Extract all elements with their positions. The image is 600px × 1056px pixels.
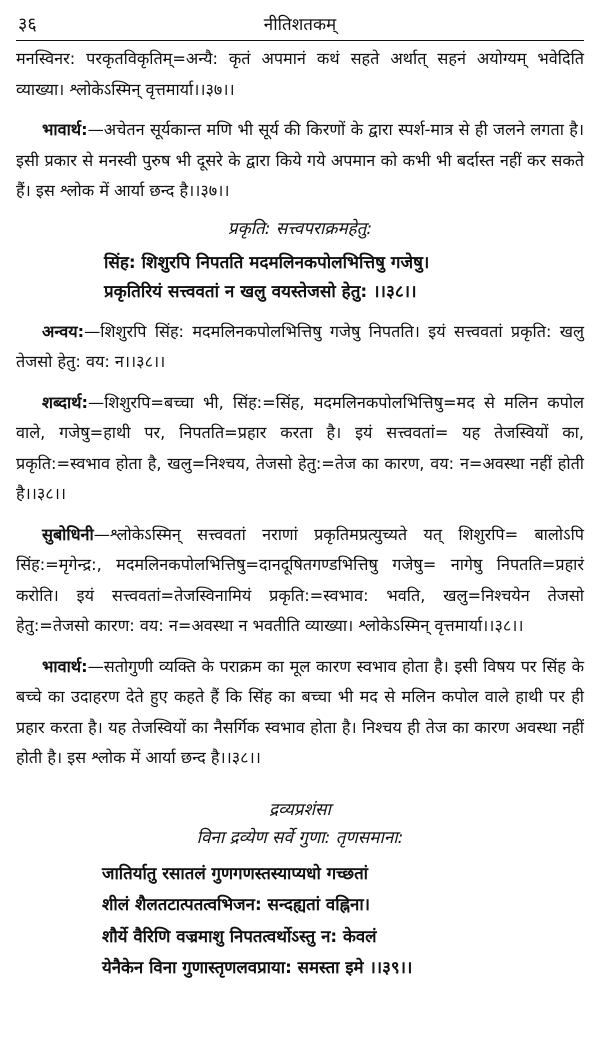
anvaya-paragraph xyxy=(16,317,584,378)
section-subheading-dravya: विना द्रव्येण सर्वे गुणा: तृणसमाना: xyxy=(196,827,404,848)
verse-38 xyxy=(16,249,584,307)
section-heading-dravya: द्रव्यप्रशंसा xyxy=(269,799,331,820)
page-header xyxy=(16,4,584,41)
verse-line: शीलं शैलतटात्पतत्वभिजन: सन्दह्यतां वह्निना। xyxy=(102,894,371,914)
bhavartha-label: भावार्थ: xyxy=(42,656,88,676)
verse-line: जातिर्यातु रसातलं गुणगणस्तस्याप्यधो गच्छतां xyxy=(102,862,368,883)
bhavartha-text: —सतोगुणी व्यक्ति के पराक्रम का मूल कारण स्वभाव होता है। इसी विषय पर सिंह के बच्चे का उदाहरण देते हुए कहते हैं कि सिंह का बच्चा भी मद से मलिन कपोल वाले हाथी पर ही प्रहार करता है। यह तेजस्वियों का नैसर्गिक स्वभाव होता है। निश्चय ही तेज का कारण अवस्था नहीं होती है। इस श्लोक में आर्या छन्द है।।३८।। xyxy=(16,656,584,767)
verse-line: शौर्ये वैरिणि वज्रमाशु निपतत्वर्थोऽस्तु न: केवलं xyxy=(102,925,377,946)
verse-line: प्रकृतिरियं सत्त्ववतां न खलु वयस्तेजसो हेतु: ।।३८।। xyxy=(104,281,417,302)
bhavartha-37 xyxy=(16,115,584,207)
verse-line: येनैकेन विना गुणास्तृणलवप्राया: समस्ता इमे ।।३९।। xyxy=(102,957,413,977)
section-heading-prakriti: प्रकृति: सत्त्वपराक्रमहेतु: xyxy=(227,218,373,239)
verse-line: सिंह: शिशुरपि निपतति मदमलिनकपोलभित्तिषु गजेषु। xyxy=(104,252,430,273)
bhavartha-label: भावार्थ: xyxy=(42,120,88,139)
subodhini-label: सुबोधिनी xyxy=(42,524,94,544)
page-number: ३६ xyxy=(18,14,37,35)
shabdartha-label: शब्दार्थ: xyxy=(42,392,89,412)
running-title: नीतिशतकम् xyxy=(263,15,337,35)
bhavartha-text: —अचेतन सूर्यकान्त मणि भी सूर्य की किरणों के द्वारा स्पर्श-मात्र से ही जलने लगता है। इसी प्रकार से मनस्वी पुरुष भी दूसरे के द्वारा किये गये अपमान को कभी भी बर्दास्त नहीं कर सकते हैं। इस श्लोक में आर्या छन्द है।।३७।। xyxy=(16,120,584,200)
verse-39 xyxy=(16,858,584,984)
subodhini-text: —श्लोकेऽस्मिन् सत्त्ववतां नराणां प्रकृतिमप्रत्युच्यते यत् शिशुरपि= बालोऽपि सिंह:=मृगेन्द्र:, मदमलिनकपोलभित्तिषु=दानदूषितगण्डभित्तिषु गजेषु= नागेषु निपतति=प्रहारं करोति। इयं सत्त्ववतां=तेजस्विनामियं प्रकृति:=स्वभाव: भवति, खलु=निश्चयेन तेजसो हेतु:=तेजसो कारण: वय: न=अवस्था न भवतीति व्याख्या। श्लोकेऽस्मिन् वृत्तमार्या।।३८।। xyxy=(16,524,584,635)
intro-paragraph: मनस्विनर: परकृतविकृतिम्=अन्यै: कृतं अपमानं कथं सहते अर्थात् सहनं अयोग्यम् भवेदिति व्याख्या। श्लोकेऽस्मिन् वृत्तमार्या।।३७।। xyxy=(16,49,584,99)
shabdartha-text: —शिशुरपि=बच्चा भी, सिंह:=सिंह, मदमलिनकपोलभित्तिषु=मद से मलिन कपोल वाले, गजेषु=हाथी पर, निपतति=प्रहार करता है। इयं सत्त्ववतां= यह तेजस्वियों का, प्रकृति:=स्वभाव होता है, खलु=निश्चय, तेजसो हेतु:=तेज का कारण, वय: न=अवस्था नहीं होती है।।३८।। xyxy=(16,392,584,503)
bhavartha-38 xyxy=(16,652,584,774)
anvaya-label: अन्वय: xyxy=(42,321,85,341)
shabdartha-paragraph xyxy=(16,388,584,510)
subodhini-paragraph xyxy=(16,520,584,642)
anvaya-text: —शिशुरपि सिंह: मदमलिनकपोलभित्तिषु गजेषु निपतति। इयं सत्त्ववतां प्रकृति: खलु तेजसो हेतु: वय: न।।३८।। xyxy=(16,321,584,371)
